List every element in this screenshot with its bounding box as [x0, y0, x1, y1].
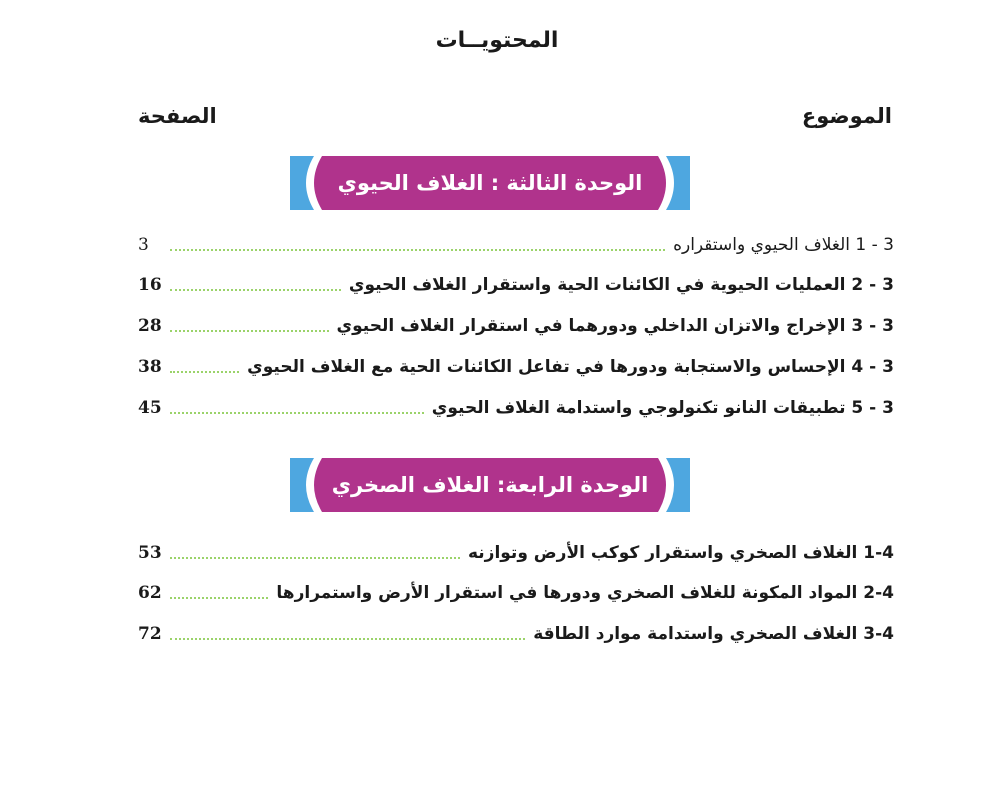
unit-banner: [290, 156, 690, 210]
unit-title: الوحدة الرابعة: الغلاف الصخري: [331, 473, 649, 497]
toc-row[interactable]: [138, 578, 894, 608]
unit-title: الوحدة الثالثة : الغلاف الحيوي: [337, 171, 643, 195]
toc-topic: 3 - 4 الإحساس والاستجابة ودورها في تفاعل الكائنات الحية مع الغلاف الحيوي: [247, 357, 894, 377]
toc-topic: 1-4 الغلاف الصخري واستقرار كوكب الأرض وتوازنه: [467, 543, 894, 563]
toc-page-number: 28: [138, 316, 162, 336]
toc-topic: 3 - 5 تطبيقات النانو تكنولوجي واستدامة الغلاف الحيوي: [431, 398, 894, 418]
toc-row[interactable]: [138, 619, 894, 649]
dotted-leader: [170, 249, 665, 251]
toc-topic: 2-4 المواد المكونة للغلاف الصخري ودورها في استقرار الأرض واستمرارها: [276, 583, 894, 603]
toc-page-number: 53: [138, 543, 162, 563]
dotted-leader: [170, 597, 268, 599]
toc-topic: 3-4 الغلاف الصخري واستدامة موارد الطاقة: [533, 624, 894, 644]
toc-topic: 3 - 3 الإخراج والاتزان الداخلي ودورهما في استقرار الغلاف الحيوي: [336, 316, 894, 336]
toc-topic: 3 - 1 الغلاف الحيوي واستقراره: [673, 235, 894, 255]
toc-row[interactable]: [138, 311, 894, 341]
unit-banner: [290, 458, 690, 512]
toc-page-number: 16: [138, 275, 162, 295]
dotted-leader: [170, 557, 460, 559]
toc-page-number: 72: [138, 624, 162, 644]
dotted-leader: [170, 638, 525, 640]
toc-row[interactable]: [138, 230, 894, 260]
dotted-leader: [170, 289, 341, 291]
dotted-leader: [170, 330, 329, 332]
dotted-leader: [170, 371, 239, 373]
toc-row[interactable]: [138, 393, 894, 423]
toc-page-number: 38: [138, 357, 162, 377]
toc-row[interactable]: [138, 538, 894, 568]
toc-row[interactable]: [138, 352, 894, 382]
toc-page-number: 62: [138, 583, 162, 603]
toc-page-number: 45: [138, 398, 162, 418]
topic-column-header: الموضوع: [801, 104, 892, 128]
page-column-header: الصفحة: [138, 104, 217, 128]
page-title: المحتويــات: [435, 28, 559, 53]
toc-topic: 3 - 2 العمليات الحيوية في الكائنات الحية واستقرار الغلاف الحيوي: [348, 275, 894, 295]
dotted-leader: [170, 412, 424, 414]
toc-row[interactable]: [138, 270, 894, 300]
toc-page-number: 3: [138, 235, 149, 255]
